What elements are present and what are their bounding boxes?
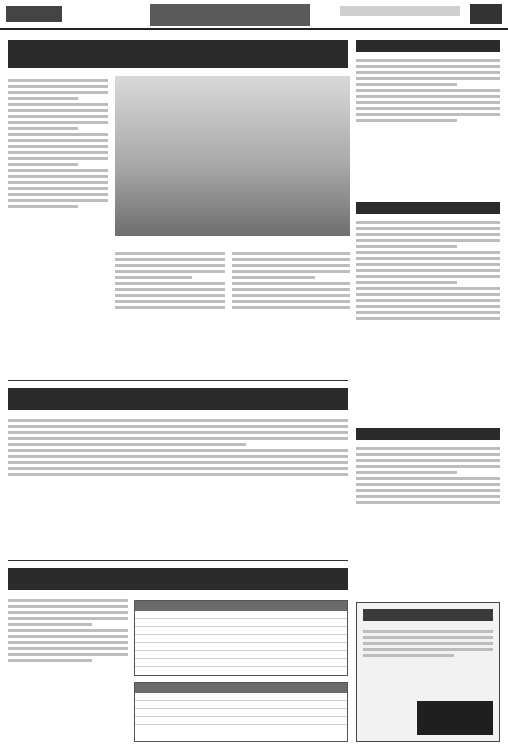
section-divider bbox=[8, 380, 348, 381]
news-photo bbox=[115, 76, 350, 236]
page-number bbox=[470, 4, 502, 24]
side-headline-1 bbox=[356, 40, 500, 52]
advertisement bbox=[356, 602, 500, 742]
table-row bbox=[135, 693, 347, 701]
price-table-1 bbox=[134, 600, 348, 676]
masthead bbox=[0, 0, 508, 30]
side-headline-2 bbox=[356, 202, 500, 214]
table-row bbox=[135, 611, 347, 619]
price-table-1-header bbox=[135, 601, 347, 611]
lead-article-body bbox=[8, 76, 108, 376]
table-row bbox=[135, 709, 347, 717]
side-article-2-body bbox=[356, 218, 500, 418]
ad-brand-logo bbox=[417, 701, 493, 735]
side-article-1-body bbox=[356, 56, 500, 196]
section-banner bbox=[150, 4, 310, 26]
bottom-article-body bbox=[8, 596, 128, 744]
table-row bbox=[135, 643, 347, 651]
ad-title bbox=[363, 609, 493, 621]
issue-info bbox=[340, 6, 460, 16]
mid-headline bbox=[8, 388, 348, 410]
table-row bbox=[135, 701, 347, 709]
photo-caption bbox=[115, 238, 350, 246]
side-headline-3 bbox=[356, 428, 500, 440]
lead-article-body-col3 bbox=[232, 252, 350, 372]
mid-article-body bbox=[8, 416, 348, 556]
price-table-2 bbox=[134, 682, 348, 742]
table-row bbox=[135, 717, 347, 725]
table-row bbox=[135, 627, 347, 635]
lead-article-body-col2 bbox=[115, 252, 225, 372]
table-row bbox=[135, 651, 347, 659]
table-row bbox=[135, 635, 347, 643]
bottom-headline bbox=[8, 568, 348, 590]
side-article-3-body bbox=[356, 444, 500, 594]
section-divider-2 bbox=[8, 560, 348, 561]
table-row bbox=[135, 659, 347, 667]
newspaper-logo bbox=[6, 6, 62, 22]
price-table-2-header bbox=[135, 683, 347, 693]
table-row bbox=[135, 619, 347, 627]
ad-body bbox=[363, 627, 493, 697]
lead-headline bbox=[8, 40, 348, 68]
